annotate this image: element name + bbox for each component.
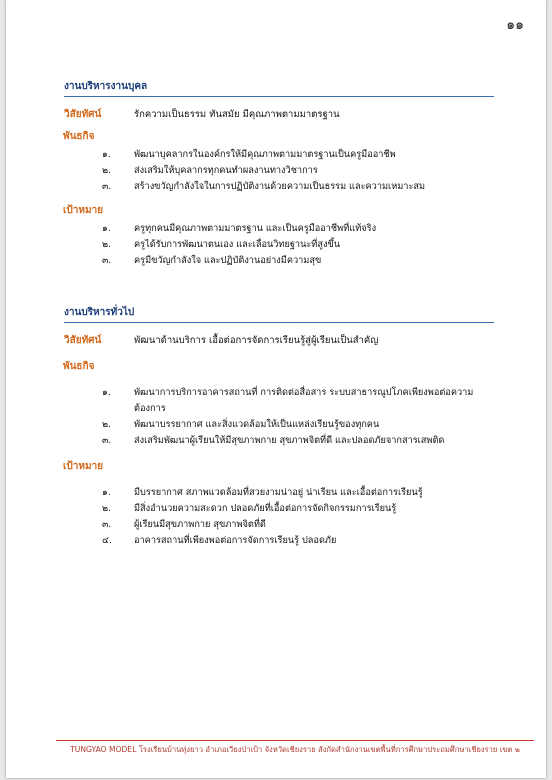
list-item [64, 221, 494, 237]
list-item [64, 433, 494, 449]
list-item [64, 533, 494, 549]
goal-heading: เป้าหมาย [63, 205, 104, 216]
item-number: ๒. [102, 239, 111, 250]
goal-list [64, 485, 494, 549]
item-text: พัฒนาการบริการอาคารสถานที่ การติดต่อสื่อสาร ระบบสาธารณูปโภคเพียงพอต่อความต้องการ [134, 387, 474, 414]
goal-heading: เป้าหมาย [63, 461, 104, 472]
item-text: สร้างขวัญกำลังใจในการปฏิบัติงานด้วยความเป็นธรรม และความเหมาะสม [134, 181, 426, 192]
goal-list [64, 221, 494, 269]
page-footer: TUNGYAO MODEL โรงเรียนบ้านทุ่งยาว อำเภอเวียงป่าเป้า จังหวัดเชียงราย สังกัดสำนักงานเขตพื้นที่การศึกษาประถมศึกษาเชียงราย เขต ๒ [56, 740, 534, 756]
vision-row [64, 107, 494, 123]
item-number: ๒. [102, 165, 111, 176]
item-number: ๑. [102, 223, 111, 234]
item-text: ผู้เรียนมีสุขภาพกาย สุขภาพจิตที่ดี [134, 519, 266, 530]
item-text: ครูมีขวัญกำลังใจ และปฏิบัติงานอย่างมีความสุข [134, 255, 322, 266]
list-item [64, 253, 494, 269]
item-number: ๔. [102, 535, 112, 546]
item-text: พัฒนาบุคลากรในองค์กรให้มีคุณภาพตามมาตรฐานเป็นครูมืออาชีพ [134, 149, 396, 160]
vision-text: รักความเป็นธรรม ทันสมัย มีคุณภาพตามมาตรฐาน [134, 109, 340, 120]
list-item [64, 417, 494, 433]
document-page [6, 0, 546, 778]
item-number: ๓. [102, 519, 112, 530]
item-number: ๑. [102, 387, 111, 398]
item-number: ๓. [102, 181, 112, 192]
page-number: ๑๑ [506, 17, 524, 33]
list-item [64, 179, 494, 195]
mission-heading: พันธกิจ [63, 361, 95, 372]
vision-label: วิสัยทัศน์ [64, 109, 102, 120]
section-title: งานบริหารทั่วไป [64, 306, 494, 323]
list-item [64, 517, 494, 533]
item-text: อาคารสถานที่เพียงพอต่อการจัดการเรียนรู้ ปลอดภัย [134, 535, 337, 546]
section-general [64, 306, 494, 549]
list-item [64, 237, 494, 253]
mission-list [64, 385, 494, 449]
section-title: งานบริหารงานบุคล [64, 80, 494, 97]
list-item [64, 385, 494, 417]
list-item [64, 501, 494, 517]
item-text: ครูทุกคนมีคุณภาพตามมาตรฐาน และเป็นครูมืออาชีพที่แท้จริง [134, 223, 377, 234]
mission-list [64, 147, 494, 195]
list-item [64, 485, 494, 501]
item-text: ส่งเสริมพัฒนาผู้เรียนให้มีสุขภาพกาย สุขภาพจิตที่ดี และปลอดภัยจากสารเสพติด [134, 435, 445, 446]
vision-text: พัฒนาด้านบริการ เอื้อต่อการจัดการเรียนรู้สู่ผู้เรียนเป็นสำคัญ [134, 335, 379, 346]
item-number: ๑. [102, 149, 111, 160]
vision-row [64, 333, 494, 349]
section-personnel [64, 80, 494, 269]
item-number: ๒. [102, 419, 111, 430]
item-text: ครูได้รับการพัฒนาตนเอง และเลื่อนวิทยฐานะที่สูงขึ้น [134, 239, 341, 250]
item-text: ส่งเสริมให้บุคลากรทุกคนทำผลงานทางวิชาการ [134, 165, 318, 176]
item-number: ๓. [102, 255, 112, 266]
item-text: มีสิ่งอำนวยความสะดวก ปลอดภัยที่เอื้อต่อการจัดกิจกรรมการเรียนรู้ [134, 503, 397, 514]
list-item [64, 147, 494, 163]
item-number: ๓. [102, 435, 112, 446]
item-text: พัฒนาบรรยากาศ และสิ่งแวดล้อมให้เป็นแหล่งเรียนรู้ของทุกคน [134, 419, 380, 430]
item-text: มีบรรยากาศ สภาพแวดล้อมที่สวยงามน่าอยู่ น่าเรียน และเอื้อต่อการเรียนรู้ [134, 487, 423, 498]
item-number: ๑. [102, 487, 111, 498]
vision-label: วิสัยทัศน์ [64, 335, 102, 346]
mission-heading: พันธกิจ [63, 131, 95, 142]
item-number: ๒. [102, 503, 111, 514]
list-item [64, 163, 494, 179]
